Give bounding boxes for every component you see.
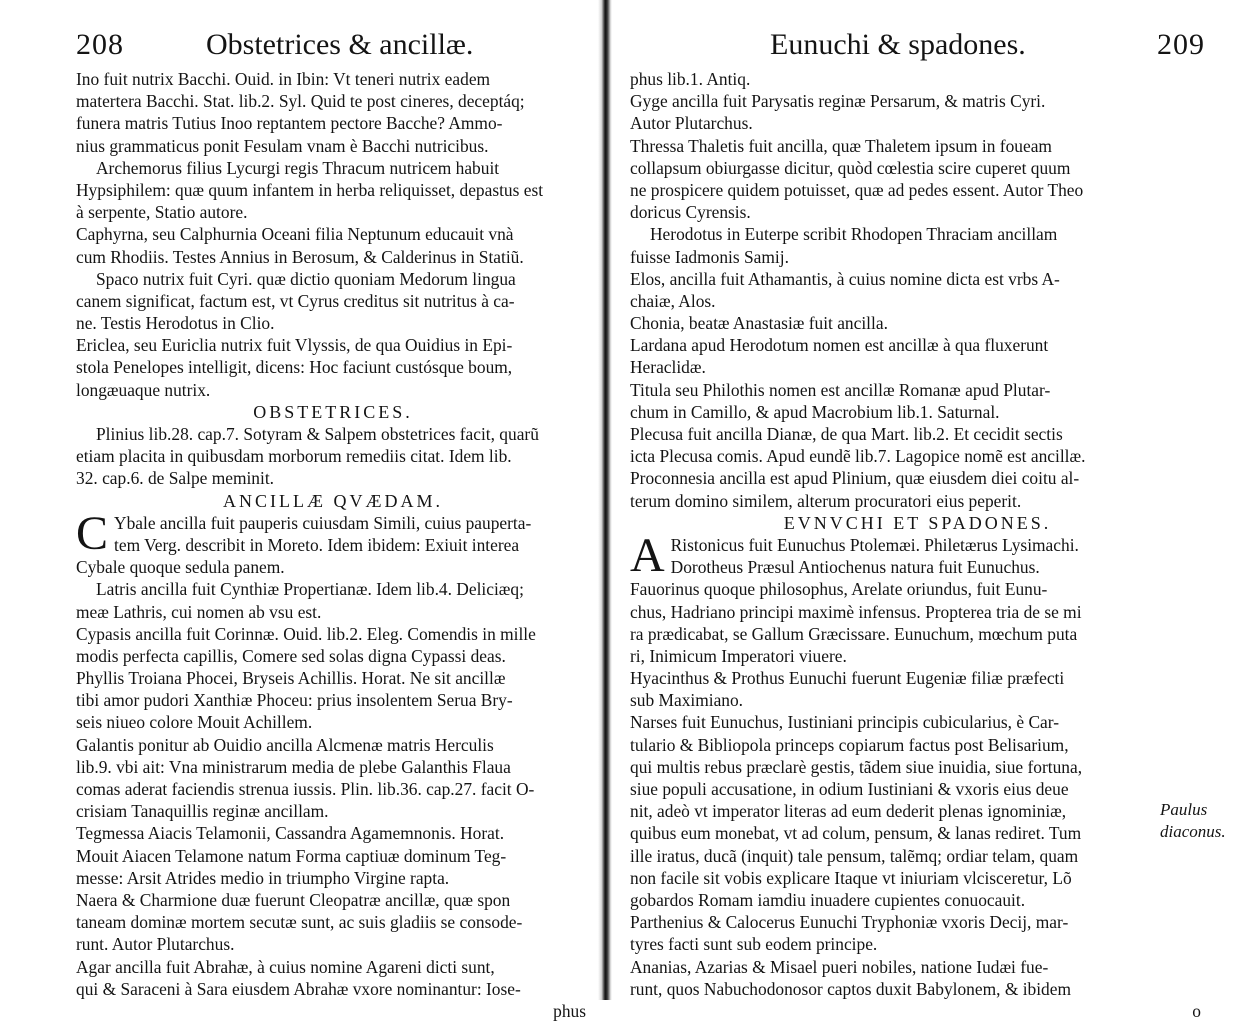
left-text-block-obstetrices bbox=[76, 423, 590, 490]
text-line: qui multis rebus præclarè gestis, tãdem siue inuidia, siue fortuna, bbox=[630, 756, 1083, 777]
text-line: Plecusa fuit ancilla Dianæ, de qua Mart. lib.2. Et cecidit sectis bbox=[630, 424, 1063, 444]
drop-cap-letter: A bbox=[630, 528, 665, 582]
text-line: phus lib.1. Antiq. bbox=[630, 69, 751, 89]
catchword: phus bbox=[553, 1000, 586, 1021]
text-line: Herodotus in Euterpe scribit Rhodopen Thraciam ancillam bbox=[650, 224, 1058, 245]
drop-cap-letter: C bbox=[76, 506, 109, 560]
text-line: Autor Plutarchus. bbox=[630, 113, 753, 134]
left-text-block-ancillae bbox=[76, 556, 590, 1000]
text-line: funera matris Tutius Inoo reptantem pectore Bacche? Ammo- bbox=[76, 113, 503, 134]
text-line: siue populi accusatione, in odium Iustiniani & vxoris eius deue bbox=[630, 779, 1069, 799]
catchword: o bbox=[1192, 1000, 1201, 1021]
text-line: Naera & Charmione duæ fuerunt Cleopatræ ancillæ, quæ spon bbox=[76, 889, 511, 910]
text-line: icta Plecusa comis. Apud eundẽ lib.7. Lagopice nomẽ est ancillæ. bbox=[630, 446, 1086, 467]
right-text-block-eunuchi bbox=[630, 578, 1205, 1000]
text-line: comas aderat faciendis strenua iussis. Plin. lib.36. cap.27. facit O- bbox=[76, 779, 535, 799]
heading-obstetrices: OBSTETRICES. bbox=[253, 401, 413, 422]
text-line: Caphyrna, seu Calphurnia Oceani filia Neptunum educauit vnà bbox=[76, 224, 514, 245]
right-drop-cap-paragraph bbox=[630, 528, 1205, 582]
left-page bbox=[0, 0, 598, 1021]
text-line: Plinius lib.28. cap.7. Sotyram & Salpem obstetrices facit, quarũ bbox=[96, 424, 539, 444]
text-line: terum domino similem, alterum procuratori eius peperit. bbox=[630, 490, 1022, 511]
left-page-number: 208 bbox=[76, 28, 124, 61]
text-line: Ananias, Azarias & Misael pueri nobiles, natione Iudæi fue- bbox=[630, 956, 1049, 977]
text-line: tulario & Bibliopola princeps copiarum factus post Belisarium, bbox=[630, 734, 1069, 755]
text-line: chaiæ, Alos. bbox=[630, 290, 716, 311]
text-line: ri, Inimicum Imperatori viuere. bbox=[630, 645, 847, 666]
text-line: collapsum obiurgasse dicitur, quòd cœlestia scire cuperet quum bbox=[630, 157, 1071, 178]
text-line: Proconnesia ancilla est apud Plinium, quæ eiusdem diei coitu al- bbox=[630, 468, 1080, 489]
text-line: Spaco nutrix fuit Cyri. quæ dictio quoniam Medorum lingua bbox=[96, 268, 516, 289]
left-page-header bbox=[76, 28, 590, 68]
right-running-head: Eunuchi & spadones. bbox=[770, 28, 1026, 61]
text-line: Phyllis Troiana Phocei, Bryseis Achillis. Horat. Ne sit ancillæ bbox=[76, 668, 506, 689]
text-line: Ino fuit nutrix Bacchi. Ouid. in Ibin: Vt teneri nutrix eadem bbox=[76, 69, 491, 89]
left-text-block-nutrices bbox=[76, 68, 590, 401]
text-line: Hyacinthus & Prothus Eunuchi fuerunt Eugeniæ filiæ præfecti bbox=[630, 668, 1065, 689]
text-line: ra prædicabat, se Gallum Græcissare. Eunuchum, mœchum puta bbox=[630, 623, 1078, 644]
text-line: Thressa Thaletis fuit ancilla, quæ Thaletem ipsum in foueam bbox=[630, 135, 1052, 156]
text-line: nit, adeò vt imperator literas ad eum dederit plenas ignominiæ, bbox=[630, 801, 1067, 822]
text-line: lib.9. vbi ait: Vna ministrarum media de plebe Galanthis Flaua bbox=[76, 756, 511, 777]
text-line: stola Penelopes intelligit, dicens: Hoc faciunt custósque boum, bbox=[76, 357, 513, 378]
text-line: chus, Hadriano principi maximè infensus. Propterea tria de se mi bbox=[630, 601, 1082, 622]
text-line: Chonia, beatæ Anastasiæ fuit ancilla. bbox=[630, 313, 888, 334]
text-line: Narses fuit Eunuchus, Iustiniani principis cubicularius, è Car- bbox=[630, 712, 1059, 733]
text-line: runt, quos Nabuchodonosor captos duxit Babylonem, & ibidem bbox=[630, 978, 1071, 999]
margin-note-line: Paulus bbox=[1160, 800, 1208, 819]
right-page-number: 209 bbox=[1157, 28, 1205, 61]
text-line: Lardana apud Herodotum nomen est ancillæ à qua fluxerunt bbox=[630, 335, 1049, 356]
text-line: seis niueo colore Mouit Achillem. bbox=[76, 712, 313, 733]
text-line: matertera Bacchi. Stat. lib.2. Syl. Quid te post cineres, deceptáq; bbox=[76, 91, 525, 112]
text-line: Ristonicus fuit Eunuchus Ptolemæi. Philetærus Lysimachi. bbox=[670, 534, 1079, 555]
text-line: runt. Autor Plutarchus. bbox=[76, 934, 235, 955]
text-line: longæuaque nutrix. bbox=[76, 379, 211, 400]
text-line: Hypsiphilem: quæ quum infantem in herba reliquisset, depastus est bbox=[76, 179, 544, 200]
book-gutter bbox=[598, 0, 612, 1000]
text-line: Cypasis ancilla fuit Corinnæ. Ouid. lib.2. Eleg. Comendis in mille bbox=[76, 623, 536, 644]
text-line: Agar ancilla fuit Abrahæ, à cuius nomine Agareni dicti sunt, bbox=[76, 956, 495, 977]
text-line: Archemorus filius Lycurgi regis Thracum nutricem habuit bbox=[96, 157, 500, 178]
margin-note-line: diaconus. bbox=[1160, 822, 1226, 842]
text-line: Fauorinus quoque philosophus, Arelate oriundus, fuit Eunu- bbox=[630, 579, 1048, 600]
text-line: tibi amor pudori Xanthiæ Phoceu: prius insolentem Serua Bry- bbox=[76, 690, 513, 711]
right-page-header bbox=[630, 28, 1205, 68]
right-page bbox=[612, 0, 1233, 1021]
text-line: non facile sit vobis explicare Itaque vt iniuriam vlcisceretur, Lõ bbox=[630, 867, 1072, 888]
text-line: sub Maximiano. bbox=[630, 690, 744, 711]
text-line: messe: Arsit Atrides medio in triumpho Virgine rapta. bbox=[76, 867, 450, 888]
text-line: tyres facti sunt sub eodem principe. bbox=[630, 934, 878, 955]
text-line: modis perfecta capillis, Comere sed solas digna Cypassi deas. bbox=[76, 645, 506, 666]
left-running-head: Obstetrices & ancillæ. bbox=[206, 28, 474, 61]
text-line: qui & Saraceni à Sara eiusdem Abrahæ vxore nominantur: Iose- bbox=[76, 978, 521, 999]
text-line: canem significat, factum est, vt Cyrus creditus sit nutritus à ca- bbox=[76, 290, 515, 311]
text-line: Ybale ancilla fuit pauperis cuiusdam Simili, cuius pauperta- bbox=[114, 512, 532, 533]
text-line: crisiam Tanaquillis reginæ ancillam. bbox=[76, 801, 329, 822]
text-line: tem Verg. describit in Moreto. Idem ibidem: Exiuit interea bbox=[114, 534, 520, 555]
text-line: fuisse Iadmonis Samij. bbox=[630, 246, 789, 267]
text-line: taneam dominæ mortem secutæ sunt, ac suis gladiis se consode- bbox=[76, 912, 523, 933]
text-line: Galantis ponitur ab Ouidio ancilla Alcmenæ matris Herculis bbox=[76, 734, 494, 755]
text-line: ille iratus, ducã (inquit) tale pensum, talẽmq; ordiar telam, quam bbox=[630, 845, 1079, 866]
right-text-block-ancillae bbox=[630, 68, 1205, 512]
text-line: gobardos Romam iamdiu inuadere cupientes conuocauit. bbox=[630, 889, 1026, 910]
text-line: Titula seu Philothis nomen est ancillæ Romanæ apud Plutar- bbox=[630, 379, 1051, 400]
text-line: nius grammaticus ponit Fesulam vnam è Bacchi nutricibus. bbox=[76, 135, 489, 156]
text-line: Tegmessa Aiacis Telamonii, Cassandra Agamemnonis. Horat. bbox=[76, 823, 505, 844]
text-line: Heraclidæ. bbox=[630, 357, 706, 378]
text-line: Elos, ancilla fuit Athamantis, à cuius nomine dicta est vrbs A- bbox=[630, 268, 1060, 289]
text-line: Latris ancilla fuit Cynthiæ Propertianæ. Idem lib.4. Deliciæq; bbox=[96, 579, 524, 600]
text-line: à serpente, Statio autore. bbox=[76, 202, 248, 223]
text-line: quibus eum monebat, vt ad colum, pensum, & lanas rediret. Tum bbox=[630, 823, 1082, 844]
text-line: Dorotheus Præsul Antiochenus natura fuit Eunuchus. bbox=[670, 557, 1040, 578]
margin-note bbox=[1160, 799, 1226, 843]
text-line: Cybale quoque sedula panem. bbox=[76, 557, 285, 578]
text-line: Gyge ancilla fuit Parysatis reginæ Persarum, & matris Cyri. bbox=[630, 91, 1046, 112]
text-line: Mouit Aiacen Telamone natum Forma captiuæ dominum Teg- bbox=[76, 845, 507, 866]
text-line: ne. Testis Herodotus in Clio. bbox=[76, 313, 275, 334]
text-line: Ericlea, seu Euriclia nutrix fuit Vlyssis, de qua Ouidius in Epi- bbox=[76, 335, 513, 356]
left-drop-cap-paragraph bbox=[76, 506, 590, 560]
text-line: 32. cap.6. de Salpe meminit. bbox=[76, 468, 275, 489]
text-line: chum in Camillo, & apud Macrobium lib.1. Saturnal. bbox=[630, 401, 1000, 422]
text-line: doricus Cyrensis. bbox=[630, 202, 751, 223]
text-line: cum Rhodiis. Testes Annius in Berosum, & Calderinus in Statiũ. bbox=[76, 246, 524, 267]
text-line: ne prospicere quidem potuisset, quæ ad pedes essent. Autor Theo bbox=[630, 179, 1084, 200]
heading-ancillae: ANCILLÆ QVÆDAM. bbox=[223, 490, 443, 511]
text-line: Parthenius & Calocerus Eunuchi Tryphoniæ vxoris Decij, mar- bbox=[630, 912, 1069, 933]
heading-eunuchi: EVNVCHI ET SPADONES. bbox=[783, 512, 1052, 533]
text-line: meæ Lathris, cui nomen ab vsu est. bbox=[76, 601, 322, 622]
text-line: etiam placita in quibusdam morborum remediis citat. Idem lib. bbox=[76, 446, 512, 467]
